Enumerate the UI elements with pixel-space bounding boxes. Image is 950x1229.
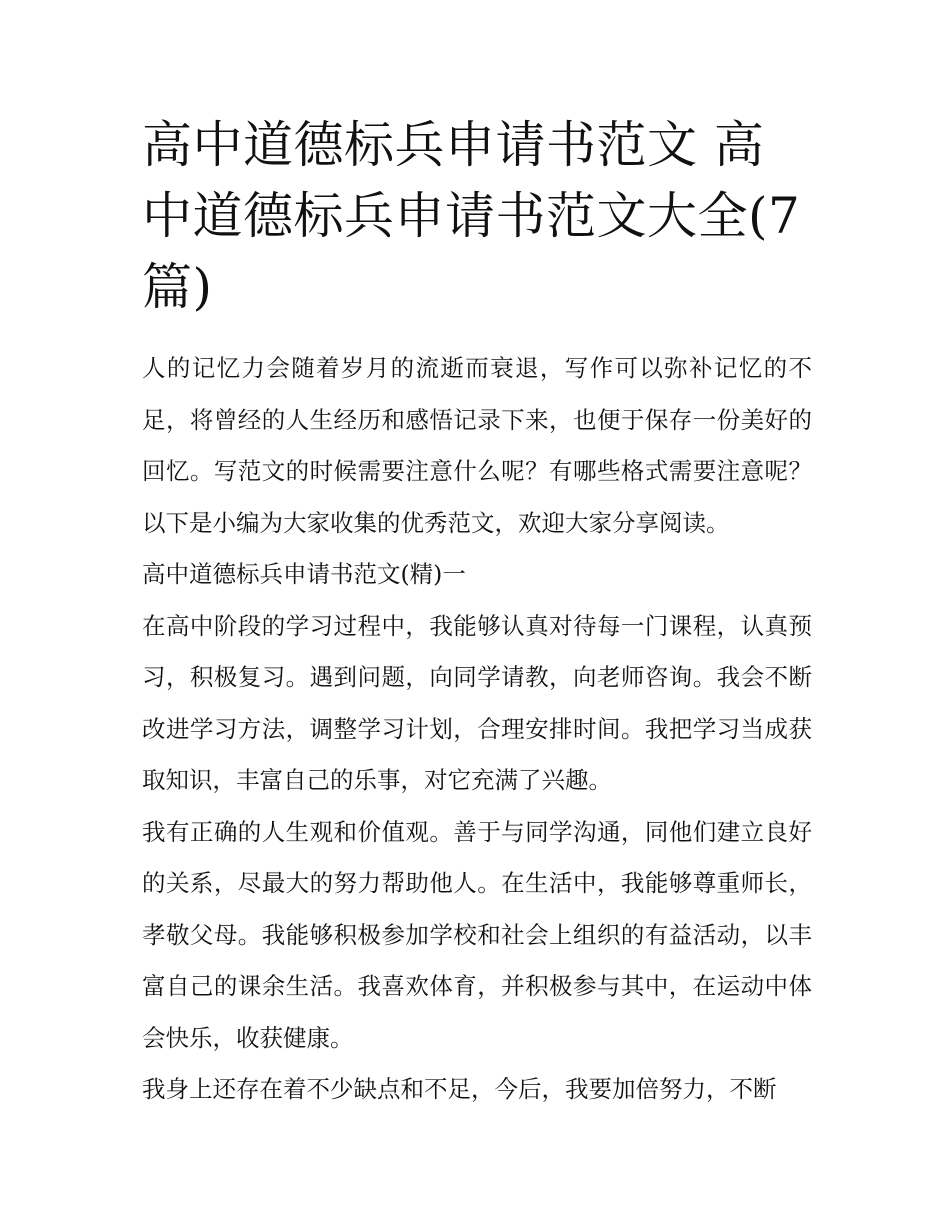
body-paragraph-study: 在高中阶段的学习过程中，我能够认真对待每一门课程，认真预习，积极复习。遇到问题，向同学请教，向老师咨询。我会不断改进学习方法，调整学习计划，合理安排时间。我把学习当成获取知识，丰富自己的乐事，对它充满了兴趣。: [142, 611, 812, 794]
document-body: [142, 110, 812, 1116]
body-paragraph-values: 我有正确的人生观和价值观。善于与同学沟通，同他们建立良好的关系，尽最大的努力帮助他人。在生活中，我能够尊重师长，孝敬父母。我能够积极参加学校和社会上组织的有益活动，以丰富自己的课余生活。我喜欢体育，并积极参与其中，在运动中体会快乐，收获健康。: [142, 817, 812, 1052]
intro-paragraph: 人的记忆力会随着岁月的流逝而衰退，写作可以弥补记忆的不足，将曾经的人生经历和感悟记录下来，也便于保存一份美好的回忆。写范文的时候需要注意什么呢？有哪些格式需要注意呢？以下是小编为大家收集的优秀范文，欢迎大家分享阅读。: [142, 354, 812, 537]
body-paragraph-shortcomings: 我身上还存在着不少缺点和不足，今后，我要加倍努力，不断: [142, 1075, 777, 1103]
section-heading: 高中道德标兵申请书范文(精)一: [142, 560, 466, 588]
document-title: 高中道德标兵申请书范文 高中道德标兵申请书范文大全(7篇): [142, 116, 801, 316]
